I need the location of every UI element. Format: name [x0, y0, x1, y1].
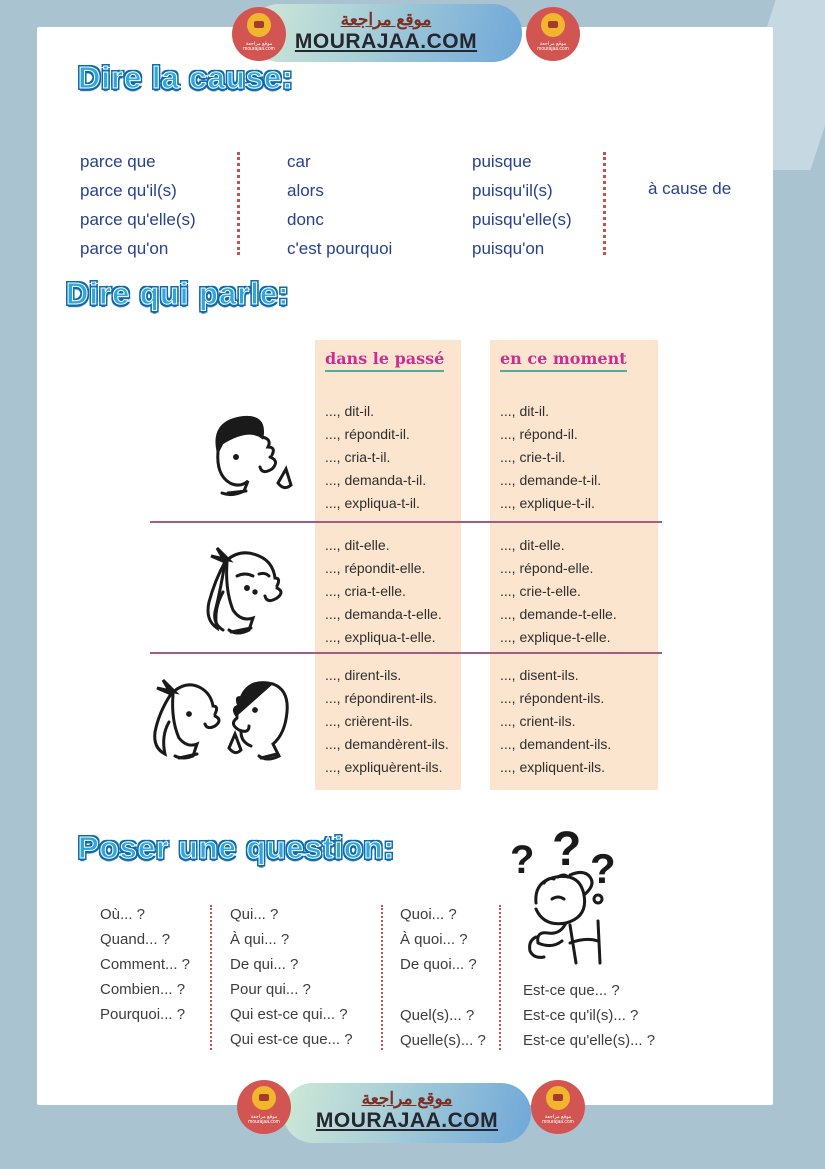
- logo-book-icon: [254, 21, 264, 28]
- dotted-divider: [381, 905, 383, 1050]
- question-mark-glyph: ?: [510, 838, 535, 882]
- verb-item: ..., crie-t-il.: [500, 449, 566, 465]
- banner-site-name: MOURAJAA.COM: [315, 1109, 499, 1132]
- verb-item: ..., cria-t-il.: [325, 449, 391, 465]
- section-title-qui-parle: Dire qui parle:: [66, 276, 290, 311]
- verb-item: ..., répond-elle.: [500, 560, 594, 576]
- kids-talking-illustration: [137, 668, 309, 780]
- cause-item: parce qu'on: [80, 239, 169, 258]
- question-item: Quelle(s)... ?: [400, 1032, 486, 1049]
- verb-item: ..., crient-ils.: [500, 713, 576, 729]
- question-mark-glyph: ?: [552, 825, 582, 876]
- question-item: Pourquoi... ?: [100, 1006, 186, 1023]
- verb-item: ..., disent-ils.: [500, 667, 579, 683]
- question-item: Où... ?: [100, 906, 146, 923]
- question-item: Pour qui... ?: [230, 981, 311, 998]
- boy-speaking-illustration: [188, 405, 300, 505]
- logo-yellow-circle: [546, 1086, 570, 1110]
- logo-yellow-circle: [252, 1086, 276, 1110]
- question-item: Quoi... ?: [400, 906, 457, 923]
- verb-item: ..., expliquent-ils.: [500, 759, 606, 775]
- question-item: Qui... ?: [230, 906, 279, 923]
- verb-item: ..., répond-il.: [500, 426, 578, 442]
- verb-item: ..., explique-t-elle.: [500, 629, 611, 645]
- question-item: À qui... ?: [230, 931, 290, 948]
- question-item: Qui est-ce qui... ?: [230, 1006, 348, 1023]
- question-item: Quel(s)... ?: [400, 1007, 475, 1024]
- cause-column-a-cause-de: [648, 174, 731, 203]
- girl-speaking-illustration: [185, 540, 303, 648]
- cause-item: parce qu'elle(s): [80, 210, 196, 229]
- question-item: Combien... ?: [100, 981, 186, 998]
- verb-list-present-il: [500, 400, 601, 515]
- verb-list-present-elle: [500, 534, 617, 649]
- site-logo-badge: [232, 7, 286, 61]
- question-item: À quoi... ?: [400, 931, 468, 948]
- verb-item: ..., répondirent-ils.: [325, 690, 438, 706]
- question-item: Qui est-ce que... ?: [230, 1031, 353, 1048]
- cause-item: parce que: [80, 152, 156, 171]
- dotted-divider: [210, 905, 212, 1050]
- logo-caption-site: mourajaa.com: [542, 1119, 574, 1125]
- verb-item: ..., dirent-ils.: [325, 667, 402, 683]
- column-header-present: en ce moment: [500, 349, 627, 372]
- verb-item: ..., expliquèrent-ils.: [325, 759, 443, 775]
- header-banner: [250, 4, 522, 62]
- verb-list-present-ils: [500, 664, 611, 779]
- cause-column-puisque: [472, 147, 572, 263]
- row-divider: [150, 521, 662, 523]
- verb-list-past-il: [325, 400, 426, 515]
- question-column-quoi: [400, 902, 477, 977]
- question-mark-glyph: ?: [590, 845, 616, 892]
- footer-banner: [283, 1083, 531, 1143]
- question-item: Est-ce qu'elle(s)... ?: [523, 1032, 656, 1049]
- cause-column-parce-que: [80, 147, 196, 263]
- verb-item: ..., répondit-il.: [325, 426, 410, 442]
- verb-item: ..., crie-t-elle.: [500, 583, 581, 599]
- dotted-divider: [603, 152, 606, 255]
- logo-caption-arabic: موقع مراجعة: [539, 41, 567, 47]
- verb-item: ..., demanda-t-il.: [325, 472, 427, 488]
- row-divider: [150, 652, 662, 654]
- site-logo-badge: [531, 1080, 585, 1134]
- cause-item: puisqu'il(s): [472, 181, 553, 200]
- question-item: Quand... ?: [100, 931, 171, 948]
- logo-yellow-circle: [247, 13, 271, 37]
- column-header-past: dans le passé: [325, 349, 444, 372]
- cause-column-car: [287, 147, 392, 263]
- question-item: Est-ce que... ?: [523, 982, 620, 999]
- verb-list-past-ils: [325, 664, 449, 779]
- logo-caption-site: mourajaa.com: [537, 46, 569, 52]
- cause-item: car: [287, 152, 311, 171]
- verb-item: ..., dit-elle.: [500, 537, 565, 553]
- question-item: Est-ce qu'il(s)... ?: [523, 1007, 639, 1024]
- section-title-cause: Dire la cause:: [78, 60, 294, 95]
- question-column-qui: [230, 902, 353, 1052]
- question-item: De quoi... ?: [400, 956, 477, 973]
- verb-item: ..., dit-il.: [325, 403, 375, 419]
- verb-item: ..., dit-il.: [500, 403, 550, 419]
- dotted-divider: [237, 152, 240, 255]
- cause-item: à cause de: [648, 179, 732, 198]
- verb-item: ..., demande-t-il.: [500, 472, 602, 488]
- cause-item: alors: [287, 181, 324, 200]
- logo-caption-arabic: موقع مراجعة: [544, 1114, 572, 1120]
- cause-item: puisque: [472, 152, 532, 171]
- site-logo-badge: [237, 1080, 291, 1134]
- verb-item: ..., demande-t-elle.: [500, 606, 617, 622]
- verb-item: ..., répondit-elle.: [325, 560, 426, 576]
- verb-item: ..., demandent-ils.: [500, 736, 612, 752]
- logo-caption-arabic: موقع مراجعة: [250, 1114, 278, 1120]
- logo-book-icon: [548, 21, 558, 28]
- question-item: De qui... ?: [230, 956, 299, 973]
- verb-item: ..., dit-elle.: [325, 537, 390, 553]
- verb-item: ..., expliqua-t-elle.: [325, 629, 436, 645]
- banner-site-name: MOURAJAA.COM: [294, 30, 478, 53]
- verb-item: ..., crièrent-ils.: [325, 713, 413, 729]
- logo-caption-arabic: موقع مراجعة: [245, 41, 273, 47]
- banner-arabic-title: موقع مراجعة: [340, 10, 432, 29]
- verb-item: ..., répondent-ils.: [500, 690, 605, 706]
- cause-item: donc: [287, 210, 324, 229]
- question-column-quel: [400, 1003, 486, 1053]
- question-column-est-ce-que: [523, 978, 655, 1053]
- question-item: Comment... ?: [100, 956, 191, 973]
- logo-book-icon: [553, 1094, 563, 1101]
- cause-item: puisqu'elle(s): [472, 210, 572, 229]
- logo-caption-site: mourajaa.com: [243, 46, 275, 52]
- verb-item: ..., expliqua-t-il.: [325, 495, 420, 511]
- verb-list-past-elle: [325, 534, 442, 649]
- dotted-divider: [499, 905, 501, 1050]
- verb-item: ..., explique-t-il.: [500, 495, 595, 511]
- logo-caption-site: mourajaa.com: [248, 1119, 280, 1125]
- thinking-person-illustration: [500, 825, 628, 967]
- logo-yellow-circle: [541, 13, 565, 37]
- question-column-adverbs: [100, 902, 190, 1027]
- cause-item: puisqu'on: [472, 239, 545, 258]
- cause-item: parce qu'il(s): [80, 181, 177, 200]
- banner-arabic-title: موقع مراجعة: [361, 1089, 453, 1108]
- verb-item: ..., demandèrent-ils.: [325, 736, 449, 752]
- site-logo-badge: [526, 7, 580, 61]
- verb-item: ..., cria-t-elle.: [325, 583, 406, 599]
- logo-book-icon: [259, 1094, 269, 1101]
- cause-item: c'est pourquoi: [287, 239, 393, 258]
- section-title-question: Poser une question:: [78, 830, 395, 865]
- verb-item: ..., demanda-t-elle.: [325, 606, 442, 622]
